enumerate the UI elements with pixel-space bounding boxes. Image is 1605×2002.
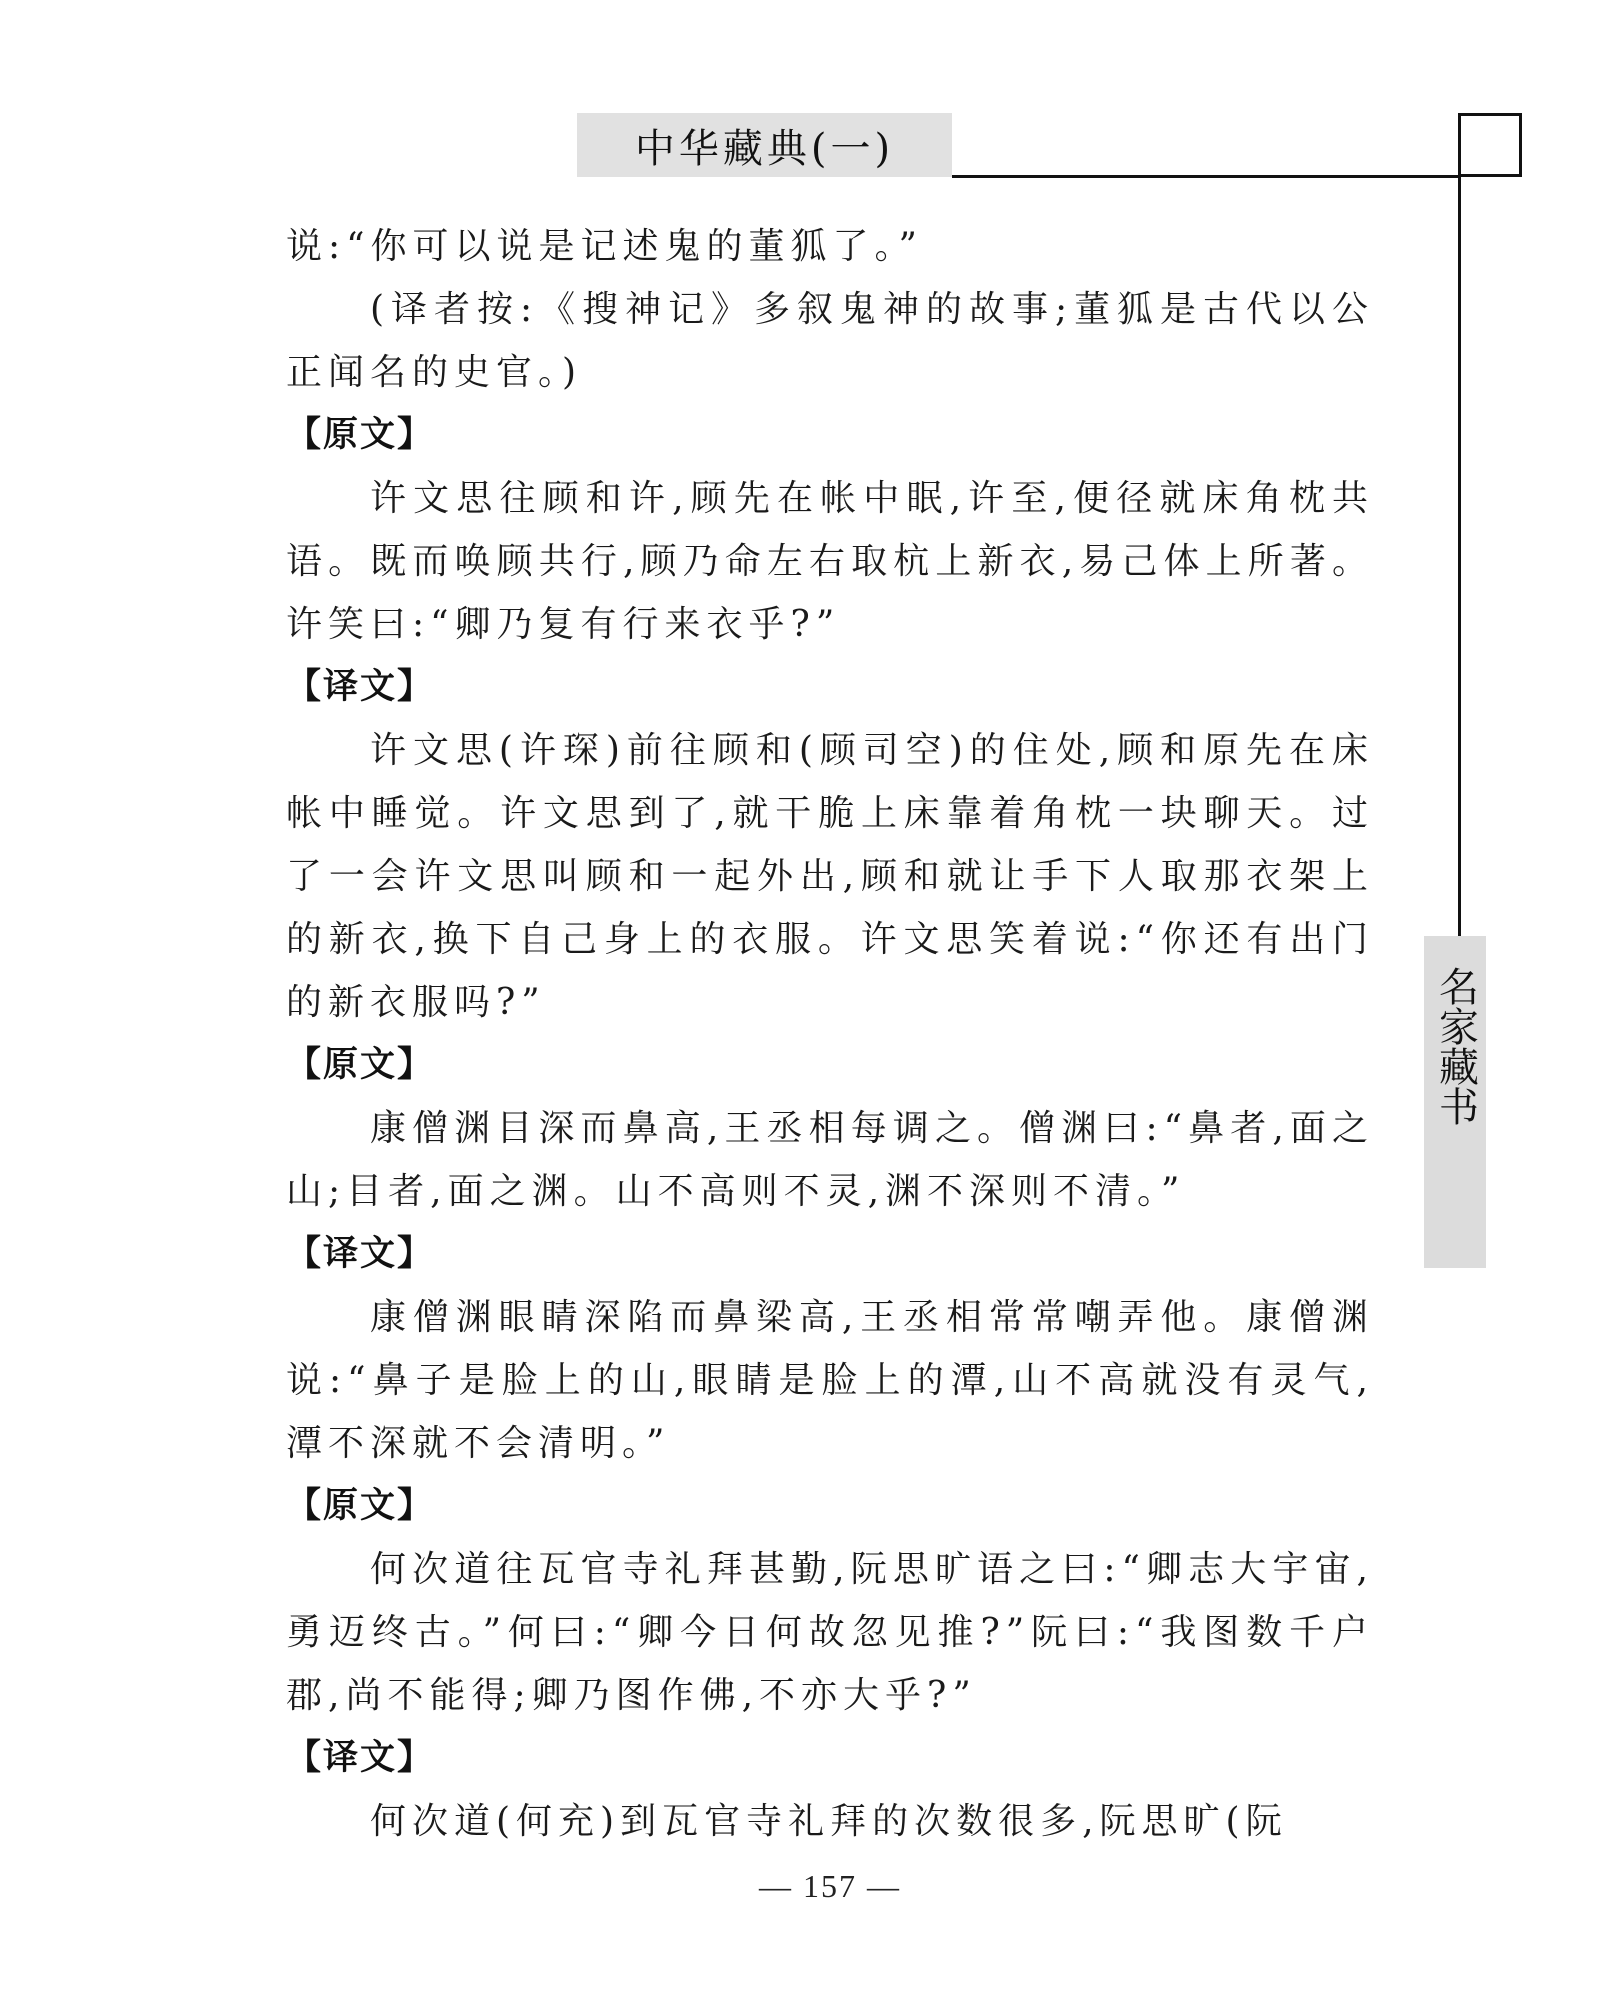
section-label-translation: 【译文】 [286, 1234, 435, 1274]
side-tab-label: 名家藏书 [1432, 966, 1479, 1126]
running-header [577, 113, 952, 177]
section-label-translation: 【译文】 [286, 667, 435, 707]
book-title: 中华藏典(一) [634, 125, 895, 172]
section-side-tab [1424, 936, 1486, 1268]
section-label-original: 【原文】 [286, 415, 435, 455]
corner-square-ornament [1458, 113, 1522, 177]
original-text-paragraph: 何次道往瓦官寺礼拜甚勤,阮思旷语之曰:“卿志大宇宙,勇迈终古。”何曰:“卿今日何故忽见推?”阮曰:“我图数千户郡,尚不能得;卿乃图作佛,不亦大乎?” [286, 1549, 1374, 1716]
original-text-paragraph: 许文思往顾和许,顾先在帐中眠,许至,便径就床角枕共语。既而唤顾共行,顾乃命左右取杭上新衣,易己体上所著。许笑曰:“卿乃复有行来衣乎?” [286, 478, 1374, 645]
translation-paragraph: 康僧渊眼睛深陷而鼻梁高,王丞相常常嘲弄他。康僧渊说:“鼻子是脸上的山,眼睛是脸上的潭,山不高就没有灵气,潭不深就不会清明。” [286, 1297, 1374, 1464]
margin-vertical-rule [1458, 176, 1461, 936]
section-label-original: 【原文】 [286, 1486, 435, 1526]
page-body [286, 215, 1374, 1853]
header-rule [952, 175, 1458, 178]
translation-paragraph: 许文思(许琛)前往顾和(顾司空)的住处,顾和原先在床帐中睡觉。许文思到了,就干脆上床靠着角枕一块聊天。过了一会许文思叫顾和一起外出,顾和就让手下人取那衣架上的新衣,换下自己身上的衣服。许文思笑着说:“你还有出门的新衣服吗?” [286, 730, 1374, 1023]
paragraph: 说:“你可以说是记述鬼的董狐了。” [286, 226, 923, 267]
section-label-translation: 【译文】 [286, 1738, 435, 1778]
page-number: — 157 — [759, 1868, 901, 1904]
section-label-original: 【原文】 [286, 1045, 435, 1085]
original-text-paragraph: 康僧渊目深而鼻高,王丞相每调之。僧渊曰:“鼻者,面之山;目者,面之渊。山不高则不灵,渊不深则不清。” [286, 1108, 1374, 1212]
translation-paragraph: 何次道(何充)到瓦官寺礼拜的次数很多,阮思旷(阮 [370, 1801, 1288, 1842]
translator-note: (译者按:《搜神记》多叙鬼神的故事;董狐是古代以公正闻名的史官。) [286, 289, 1374, 393]
